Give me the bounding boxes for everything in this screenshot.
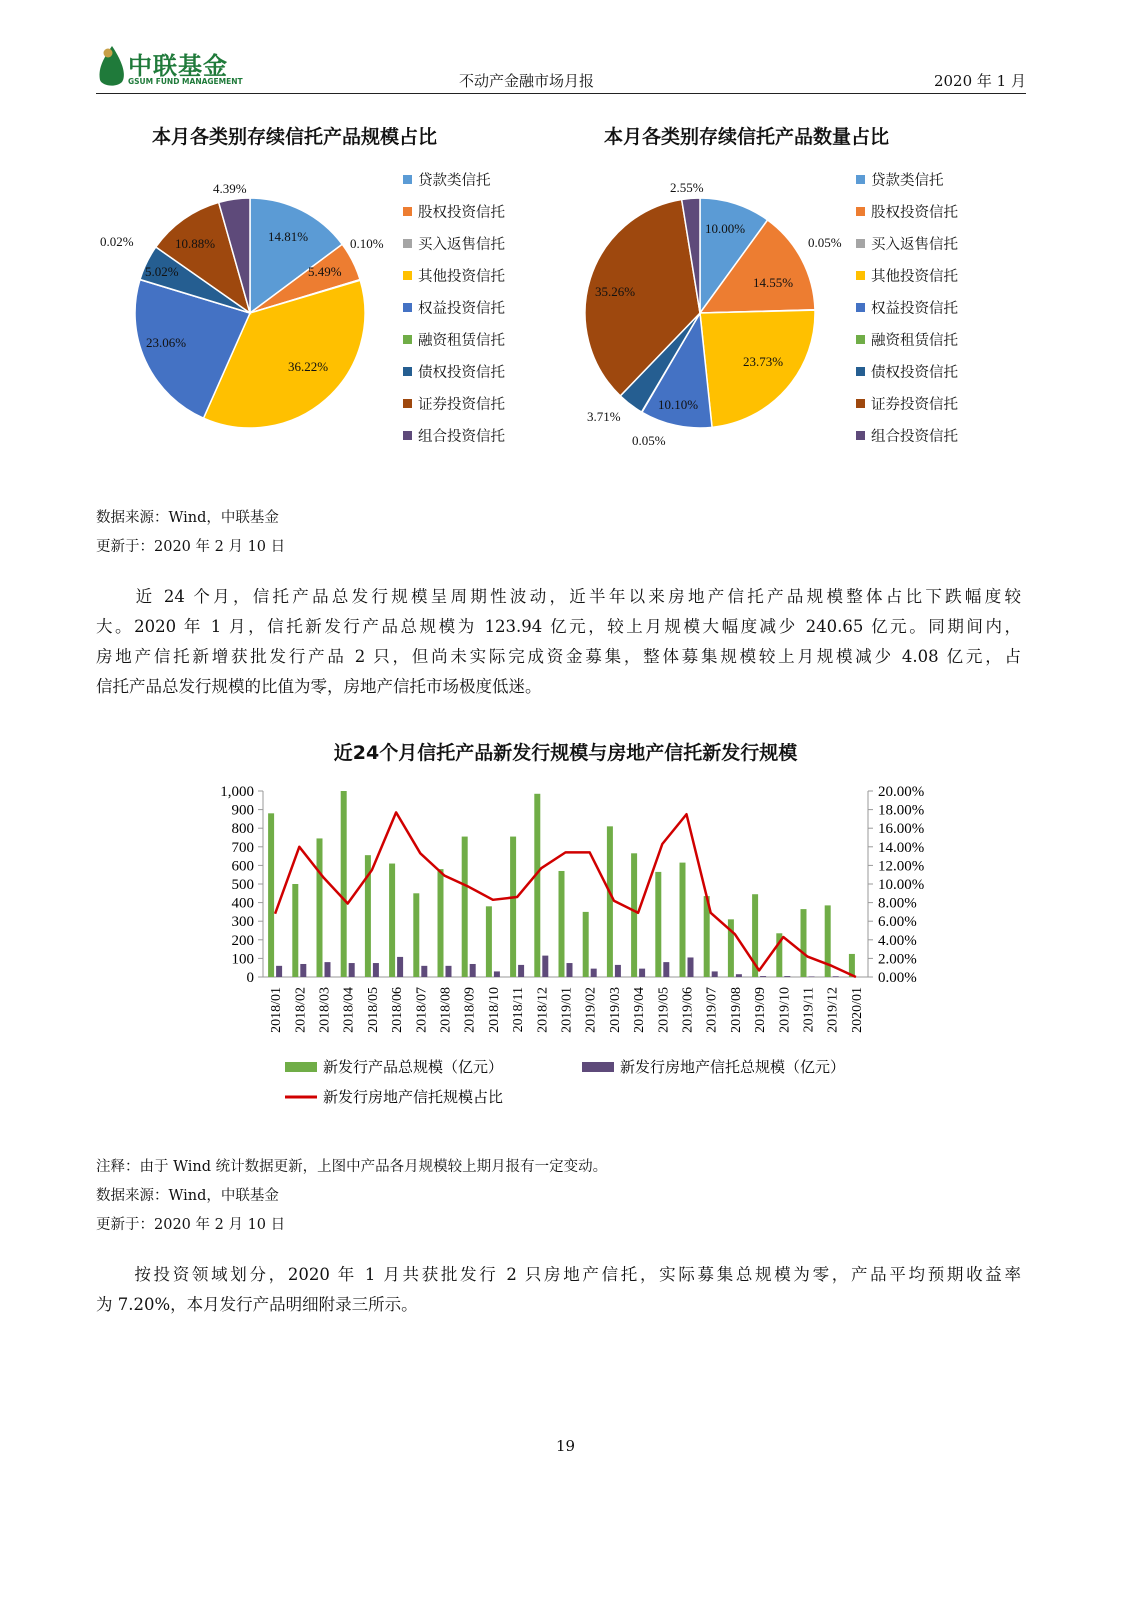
bar-total	[534, 794, 540, 977]
legend-label: 股权投资信托	[871, 204, 958, 221]
bar-total	[268, 813, 274, 977]
legend-item	[856, 227, 958, 259]
page-header	[96, 42, 1026, 94]
paragraph-line: 近 24 个月，信托产品总发行规模呈周期性波动，近半年以来房地产信托产品规模整体占比下跌幅度较	[96, 587, 1021, 606]
x-tick-label: 2018/07	[414, 987, 430, 1033]
bar-realestate	[688, 957, 694, 977]
x-tick-label: 2019/05	[656, 987, 672, 1033]
bar-realestate	[300, 964, 306, 977]
legend-label: 贷款类信托	[871, 172, 944, 189]
x-tick-label: 2019/11	[801, 987, 817, 1033]
bar-realestate	[325, 962, 331, 977]
legend-swatch	[403, 367, 412, 376]
pie2-label-other: 23.73%	[743, 354, 784, 369]
pie1-label-debt: 5.02%	[145, 264, 179, 279]
legend-item	[403, 259, 505, 291]
legend-label: 其他投资信托	[418, 268, 505, 285]
pie2-label-securities: 35.26%	[595, 284, 636, 299]
legend-swatch	[856, 303, 865, 312]
y-tick-label: 500	[231, 877, 254, 893]
x-tick-label: 2019/07	[704, 987, 720, 1033]
y-tick-label: 300	[231, 914, 254, 931]
bar-realestate	[397, 957, 403, 977]
legend-swatch	[285, 1062, 317, 1072]
x-tick-label: 2019/04	[632, 987, 648, 1033]
x-tick-label: 2020/01	[849, 987, 865, 1033]
x-tick-label: 2019/02	[583, 987, 599, 1033]
legend-label: 权益投资信托	[418, 300, 505, 317]
legend-swatch	[856, 399, 865, 408]
bar-total	[631, 853, 637, 977]
chart-note: 注释：由于 Wind 统计数据更新，上图中产品各月规模较上期月报有一定变动。	[96, 1159, 608, 1175]
bar-realestate	[470, 964, 476, 977]
y2-tick-label: 4.00%	[878, 932, 917, 949]
pie1-label-rights: 23.06%	[146, 335, 187, 350]
legend-swatch	[403, 303, 412, 312]
bar-realestate	[446, 966, 452, 977]
legend-item	[403, 355, 505, 387]
y-tick-label: 400	[231, 895, 254, 912]
legend-item	[403, 419, 505, 451]
pie-chart-count	[580, 193, 820, 433]
legend-item	[856, 419, 958, 451]
pie2-label-rights: 10.10%	[658, 397, 699, 412]
y2-tick-label: 14.00%	[878, 839, 925, 856]
bar-realestate	[591, 969, 597, 977]
pie1-label-equity: 5.49%	[308, 264, 342, 279]
y-tick-label: 900	[231, 802, 254, 819]
legend-label: 证券投资信托	[418, 396, 505, 413]
bar-total	[607, 826, 613, 977]
x-tick-label: 2019/09	[753, 987, 769, 1033]
page-number: 19	[555, 1437, 576, 1455]
bar-realestate	[833, 976, 839, 977]
y-tick-label: 0	[246, 970, 254, 986]
data-source: 数据来源：Wind，中联基金	[96, 1188, 279, 1204]
legend-swatch	[403, 175, 412, 184]
legend-label: 证券投资信托	[871, 396, 958, 413]
y2-tick-label: 10.00%	[878, 877, 925, 893]
bar-realestate	[809, 976, 815, 977]
x-tick-label: 2018/05	[365, 987, 381, 1033]
pie2-legend	[856, 163, 958, 451]
legend-swatch	[856, 431, 865, 440]
pie1-legend	[403, 163, 505, 451]
y2-tick-label: 6.00%	[878, 914, 917, 931]
company-logo	[96, 42, 246, 92]
legend-label: 股权投资信托	[418, 204, 505, 221]
legend-swatch	[403, 431, 412, 440]
legend-swatch	[856, 271, 865, 280]
pie1-label-portfolio: 4.39%	[213, 181, 247, 196]
x-tick-label: 2018/06	[390, 987, 406, 1033]
bar-realestate	[421, 966, 427, 977]
legend-swatch	[856, 335, 865, 344]
legend-label: 组合投资信托	[418, 428, 505, 445]
legend-swatch	[403, 239, 412, 248]
bar-realestate	[542, 956, 548, 977]
y2-tick-label: 20.00%	[878, 784, 925, 800]
bar-total	[655, 872, 661, 977]
pie2-label-repo: 0.05%	[808, 235, 842, 250]
legend-swatch	[403, 271, 412, 280]
legend-item	[403, 227, 505, 259]
pie2-label-lease: 0.05%	[632, 433, 666, 448]
legend-swatch	[856, 239, 865, 248]
legend-item	[403, 387, 505, 419]
logo-text-en: GSUM FUND MANAGEMENT	[128, 77, 243, 86]
logo-drop-icon	[96, 44, 126, 88]
bar-realestate	[349, 963, 355, 977]
x-tick-label: 2018/08	[438, 987, 454, 1033]
legend-label: 买入返售信托	[418, 236, 505, 253]
x-tick-label: 2019/12	[825, 987, 841, 1033]
paragraph-line: 为 7.20%，本月发行产品明细附录三所示。	[96, 1295, 418, 1314]
legend-label: 融资租赁信托	[871, 332, 958, 349]
pie2-label-equity: 14.55%	[753, 275, 794, 290]
pie2-title: 本月各类别存续信托产品数量占比	[604, 126, 890, 148]
legend-item	[856, 355, 958, 387]
x-tick-label: 2018/11	[511, 987, 527, 1033]
legend-item	[403, 291, 505, 323]
bar-total	[413, 893, 419, 977]
legend-label: 贷款类信托	[418, 172, 491, 189]
update-date: 更新于：2020 年 2 月 10 日	[96, 1217, 286, 1233]
pie1-title: 本月各类别存续信托产品规模占比	[152, 126, 438, 148]
y2-tick-label: 16.00%	[878, 821, 925, 838]
legend-swatch	[856, 207, 865, 216]
y2-tick-label: 0.00%	[878, 970, 917, 986]
bar-realestate	[736, 974, 742, 977]
x-tick-label: 2019/08	[728, 987, 744, 1033]
y2-tick-label: 18.00%	[878, 802, 925, 819]
pie-chart-scale	[130, 193, 370, 433]
bar-total	[801, 909, 807, 977]
y2-tick-label: 2.00%	[878, 951, 917, 968]
report-title: 不动产金融市场月报	[459, 72, 595, 90]
legend-label: 新发行房地产信托总规模（亿元）	[620, 1060, 846, 1076]
y-tick-label: 200	[231, 932, 254, 949]
bar-realestate	[760, 976, 766, 977]
x-tick-label: 2018/10	[486, 987, 502, 1033]
legend-item	[403, 195, 505, 227]
bar-total	[292, 884, 298, 977]
x-tick-label: 2018/09	[462, 987, 478, 1033]
x-tick-label: 2019/10	[777, 987, 793, 1033]
bar-total	[317, 838, 323, 977]
legend-label: 融资租赁信托	[418, 332, 505, 349]
report-date: 2020 年 1 月	[933, 72, 1026, 90]
bar-realestate	[494, 971, 500, 977]
pie2-label-loan: 10.00%	[705, 221, 746, 236]
bar-total	[559, 871, 565, 977]
legend-item	[403, 323, 505, 355]
bar-total	[583, 912, 589, 977]
y-tick-label: 800	[231, 821, 254, 838]
paragraph-line: 房地产信托新增获批发行产品 2 只，但尚未实际完成资金募集，整体募集规模较上月规模减少 4.08 亿元，占	[96, 647, 1021, 666]
legend-label: 债权投资信托	[871, 364, 958, 381]
legend-swatch	[403, 207, 412, 216]
x-tick-label: 2018/12	[535, 987, 551, 1033]
x-tick-label: 2019/01	[559, 987, 575, 1033]
x-tick-label: 2018/03	[317, 987, 333, 1033]
paragraph-line: 信托产品总发行规模的比值为零，房地产信托市场极度低迷。	[96, 677, 542, 696]
legend-swatch	[582, 1062, 614, 1072]
bar-total	[341, 791, 347, 977]
legend-item	[403, 163, 505, 195]
bar-total	[462, 837, 468, 977]
legend-label: 其他投资信托	[871, 268, 958, 285]
y-tick-label: 600	[231, 858, 254, 875]
legend-label: 新发行产品总规模（亿元）	[323, 1060, 504, 1076]
bar-total	[438, 869, 444, 977]
bar-chart-title: 近24个月信托产品新发行规模与房地产信托新发行规模	[333, 742, 798, 764]
legend-item	[856, 323, 958, 355]
ratio-line	[275, 812, 856, 977]
pie2-label-debt: 3.71%	[587, 409, 621, 424]
bar-line-chart	[0, 775, 1131, 1115]
bar-realestate	[712, 971, 718, 977]
pie1-label-repo: 0.10%	[350, 236, 384, 251]
bar-realestate	[567, 963, 573, 977]
legend-swatch	[856, 367, 865, 376]
bar-realestate	[276, 966, 282, 977]
pie1-label-securities: 10.88%	[175, 236, 216, 251]
paragraph-line: 按投资领域划分，2020 年 1 月共获批发行 2 只房地产信托，实际募集总规模为零，产品平均预期收益率	[96, 1265, 1021, 1284]
legend-label: 组合投资信托	[871, 428, 958, 445]
legend-item	[856, 291, 958, 323]
legend-label: 权益投资信托	[871, 300, 958, 317]
legend-label: 债权投资信托	[418, 364, 505, 381]
bar-realestate	[784, 976, 790, 977]
y2-tick-label: 8.00%	[878, 895, 917, 912]
pie1-label-loan: 14.81%	[268, 229, 309, 244]
paragraph-line: 大。2020 年 1 月，信托新发行产品总规模为 123.94 亿元，较上月规模大幅度减少 240.65 亿元。同期间内，	[96, 617, 1021, 636]
bar-realestate	[615, 965, 621, 977]
x-tick-label: 2018/01	[269, 987, 285, 1033]
bar-total	[486, 906, 492, 977]
legend-swatch	[403, 335, 412, 344]
legend-item	[856, 259, 958, 291]
legend-item	[856, 163, 958, 195]
body-paragraph-1	[96, 582, 1021, 702]
x-tick-label: 2019/06	[680, 987, 696, 1033]
x-tick-label: 2019/03	[607, 987, 623, 1033]
bar-realestate	[639, 969, 645, 977]
y2-tick-label: 12.00%	[878, 858, 925, 875]
legend-label: 买入返售信托	[871, 236, 958, 253]
pie1-label-lease: 0.02%	[100, 234, 134, 249]
bar-realestate	[663, 962, 669, 977]
bar-realestate	[518, 965, 524, 977]
body-paragraph-2	[96, 1260, 1021, 1320]
bar-total	[389, 864, 395, 977]
legend-item	[856, 387, 958, 419]
legend-label: 新发行房地产信托规模占比	[323, 1090, 504, 1106]
pie2-label-portfolio: 2.55%	[670, 180, 704, 195]
logo-text-cn: 中联基金	[128, 52, 228, 80]
bar-realestate	[373, 963, 379, 977]
data-source: 数据来源：Wind，中联基金	[96, 510, 279, 526]
legend-item	[856, 195, 958, 227]
x-tick-label: 2018/04	[341, 987, 357, 1033]
bar-total	[510, 837, 516, 977]
x-tick-label: 2018/02	[293, 987, 309, 1033]
y-tick-label: 700	[231, 839, 254, 856]
y-tick-label: 100	[231, 951, 254, 968]
y-tick-label: 1,000	[220, 784, 254, 800]
bar-total	[680, 863, 686, 977]
legend-swatch	[403, 399, 412, 408]
pie1-label-other: 36.22%	[288, 359, 329, 374]
update-date: 更新于：2020 年 2 月 10 日	[96, 539, 286, 555]
legend-swatch	[856, 175, 865, 184]
